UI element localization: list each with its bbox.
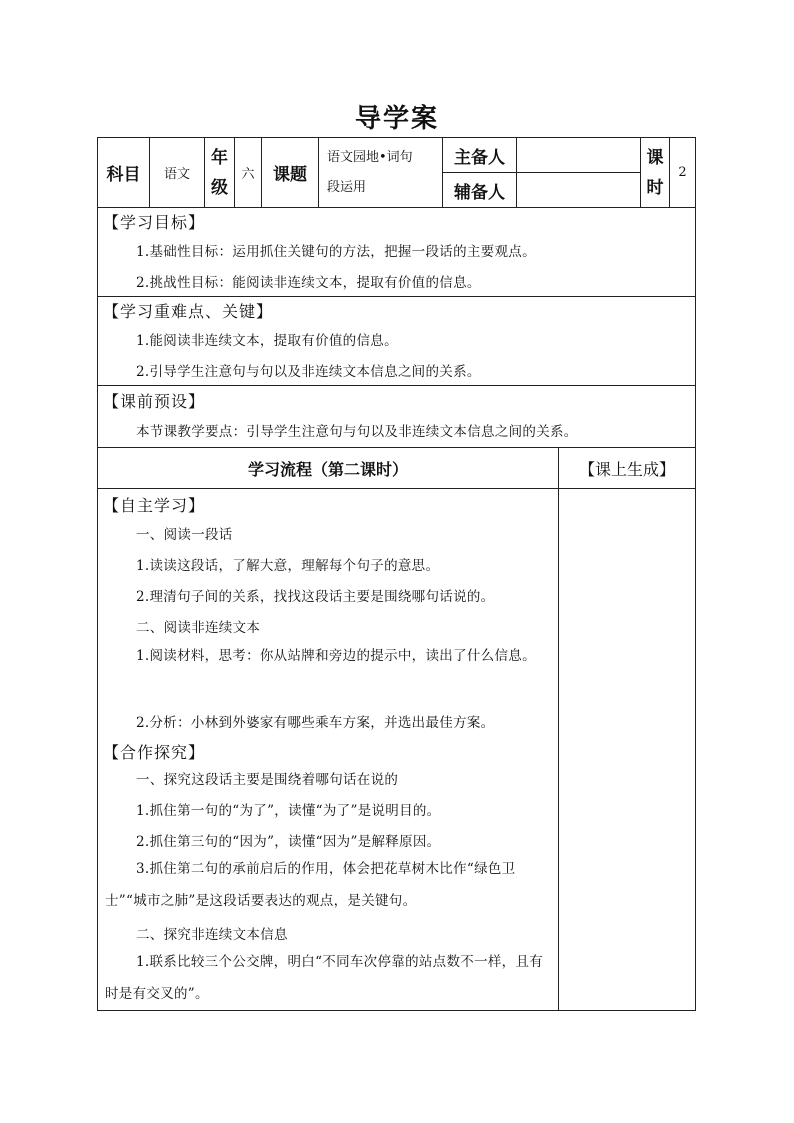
period-label-char: 时 — [646, 177, 664, 198]
subject-value: 语文 — [163, 167, 190, 182]
period-label — [641, 138, 669, 207]
self-study-line: 2.分析：小林到外婆家有哪些乘车方案，并选出最佳方案。 — [136, 715, 495, 731]
self-study-line: 2.理清句子间的关系，找找这段话主要是围绕哪句话说的。 — [136, 589, 495, 605]
cooperate-line: 3.抓住第二句的承前启后的作用，体会把花草树木比作“绿色卫士”“城市之肺”是这段话要表达的观点，是关键句。 — [105, 861, 516, 909]
self-study-line: 一、阅读一段话 — [136, 527, 233, 543]
topic-value-line: 段运用 — [327, 179, 367, 195]
self-study-line: 1.阅读材料，思考：你从站牌和旁边的提示中，读出了什么信息。 — [136, 648, 536, 664]
assist-preparer-label: 辅备人 — [454, 182, 505, 203]
period-value: 2 — [678, 165, 687, 180]
grade-label-char: 级 — [211, 177, 228, 198]
key-point-item: 2.引导学生注意句与句以及非连续文本信息之间的关系。 — [136, 364, 481, 380]
topic-value — [319, 138, 442, 207]
objective-item: 2.挑战性目标：能阅读非连续文本，提取有价值的信息。 — [136, 275, 481, 291]
row-divider — [97, 447, 696, 448]
cooperate-line: 1.联系比较三个公交牌，明白“不同车次停靠的站点数不一样，且有时是有交叉的”。 — [105, 954, 544, 1002]
self-study-line: 1.读读这段话，了解大意，理解每个句子的意思。 — [136, 558, 440, 574]
row-divider — [97, 385, 696, 386]
topic-value-line: 语文园地•词句 — [327, 149, 413, 165]
in-class-generation-title: 【课上生成】 — [578, 459, 675, 479]
cooperate-line: 二、探究非连续文本信息 — [136, 927, 288, 943]
key-points-heading: 【学习重难点、关键】 — [103, 302, 274, 321]
flow-col-divider — [558, 447, 559, 1011]
main-preparer-value — [517, 138, 640, 172]
grade-label — [205, 138, 234, 207]
row-divider — [97, 296, 696, 297]
subject-label: 科目 — [106, 165, 141, 185]
cooperate-line: 一、探究这段话主要是围绕着哪句话在说的 — [136, 772, 399, 788]
objective-item: 1.基础性目标：运用抓住关键句的方法，把握一段话的主要观点。 — [136, 244, 536, 260]
main-preparer-label: 主备人 — [454, 147, 505, 168]
cooperate-line: 2.抓住第三句的“因为”，读懂“因为”是解释原因。 — [136, 834, 441, 850]
row-divider — [97, 488, 696, 489]
objectives-heading: 【学习目标】 — [103, 213, 206, 232]
preset-text: 本节课教学要点：引导学生注意句与句以及非连续文本信息之间的关系。 — [136, 424, 578, 440]
grade-label-char: 年 — [211, 147, 228, 168]
assist-preparer-value — [517, 173, 640, 207]
key-point-item: 1.能阅读非连续文本，提取有价值的信息。 — [136, 333, 398, 349]
row-divider — [97, 207, 696, 208]
self-study-line: 二、阅读非连续文本 — [136, 620, 261, 636]
grade-value: 六 — [241, 167, 255, 182]
page-title: 导学案 — [354, 104, 439, 134]
period-label-char: 课 — [646, 147, 664, 168]
flow-title: 学习流程（第二课时） — [247, 459, 408, 479]
topic-label: 课题 — [273, 165, 307, 185]
cooperate-line: 1.抓住第一句的“为了”，读懂“为了”是说明目的。 — [136, 803, 441, 819]
cooperate-heading: 【合作探究】 — [103, 743, 206, 762]
preset-heading: 【课前预设】 — [103, 392, 206, 411]
self-study-heading: 【自主学习】 — [103, 496, 206, 515]
